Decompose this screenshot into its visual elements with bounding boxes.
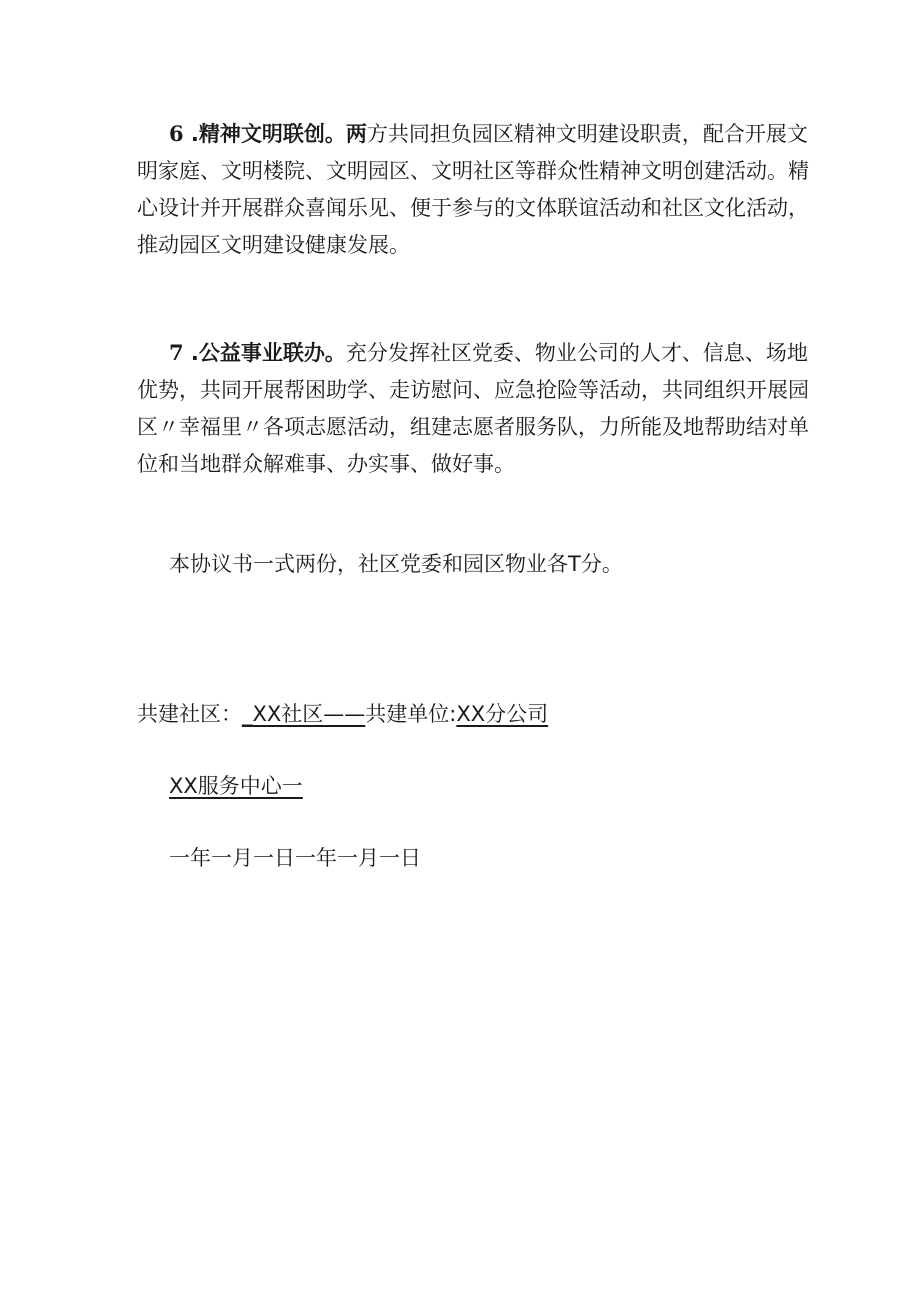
item-6-lead: 两 <box>345 122 367 146</box>
item-7-number: 7 <box>169 340 184 365</box>
community-value: _XX社区—— <box>242 702 366 726</box>
item-6-line-4: 推动园区文明建设健康发展。 <box>137 233 410 257</box>
date-line: 一年一月一日一年一月一日 <box>169 846 421 870</box>
item-6-separator: . <box>183 122 199 146</box>
unit-label: 共建单位: <box>365 702 457 726</box>
item-7-line-2: 优势，共同开展帮困助学、走访慰问、应急抢险等活动，共同组织开展园 <box>137 378 809 402</box>
item-6-heading: 精神文明联创。 <box>198 122 346 146</box>
item-6-number: 6 <box>169 121 184 146</box>
item-7-line-4: 位和当地群众解难事、办实事、做好事。 <box>137 452 515 476</box>
item-6-paragraph <box>137 115 809 264</box>
item-7-heading: 公益事业联办。 <box>198 341 346 365</box>
item-6-line-3: 心设计并开展群众喜闻乐见、便于参与的文体联谊活动和社区文化活动， <box>137 196 809 220</box>
item-7-paragraph <box>137 334 809 483</box>
signature-line <box>137 699 548 729</box>
item-7-separator: . <box>183 341 199 365</box>
item-6-line-2: 明家庭、文明楼院、文明园区、文明社区等群众性精神文明创建活动。精 <box>137 159 809 183</box>
item-6-text-1: 方共同担负园区精神文明建设职责，配合开展文 <box>366 122 808 146</box>
item-7-line-1 <box>137 334 808 372</box>
item-7-line-3: 区〃幸福里〃各项志愿活动，组建志愿者服务队，力所能及地帮助结对单 <box>137 415 809 439</box>
unit-value: XX分公司 <box>456 702 549 726</box>
item-6-line-1 <box>137 115 808 153</box>
closing-statement: 本协议书一式两份，社区党委和园区物业各T分。 <box>169 552 623 576</box>
community-label: 共建社区： <box>137 702 242 726</box>
service-center: XX服务中心一 <box>169 774 303 798</box>
item-7-text-1: 充分发挥社区党委、物业公司的人才、信息、场地 <box>345 341 808 365</box>
